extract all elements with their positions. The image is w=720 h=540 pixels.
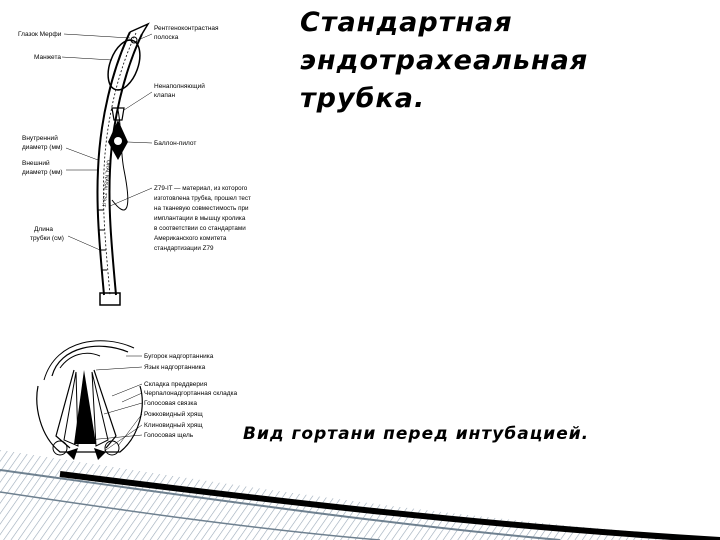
decorative-swoosh (0, 440, 720, 540)
label-length-1: Длина (34, 226, 54, 233)
label-outer-diameter-1: Внешний (22, 160, 50, 167)
label-inner-diameter-2: диаметр (мм) (22, 144, 63, 151)
label-valve-2: клапан (154, 92, 176, 99)
title-line-3: трубка. (300, 83, 426, 114)
label-z79-note-1: Z79-IT — материал, из которого (154, 185, 248, 192)
label-cuff: Манжета (34, 54, 61, 61)
slide-title (300, 4, 700, 118)
label-vocal-cord: Голосовая связка (144, 400, 198, 407)
label-murphy-eye: Глазок Мерфи (18, 31, 62, 38)
label-valve-1: Ненаполняющий (154, 83, 205, 90)
endotracheal-tube-figure (12, 10, 282, 310)
label-corniculate-cartilage: Рожковидный хрящ (144, 411, 203, 418)
label-pilot-balloon: Баллон-пилот (154, 140, 197, 147)
label-z79-note-6: Американского комитета (154, 235, 227, 242)
label-radiopaque-line-1: Рентгеноконтрастная (154, 25, 219, 32)
endotracheal-tube-diagram (12, 10, 282, 310)
label-aryepiglottic-fold: Черпалонадгортанная складка (144, 390, 238, 397)
label-z79-note-5: в соответствии со стандартами (154, 225, 246, 232)
label-glottis: Голосовая щель (144, 432, 194, 439)
label-z79-note-4: имплантации в мышцу кролика (154, 215, 246, 222)
label-radiopaque-line-2: полоска (154, 34, 179, 41)
tube-marking-text: ORAL NASAL Z79-IT (100, 159, 111, 208)
label-epiglottic-tubercle: Бугорок надгортанника (144, 353, 214, 360)
label-z79-note-3: на тканевую совместимость при (154, 205, 249, 212)
label-epiglottis: Язык надгортанника (144, 364, 206, 371)
label-outer-diameter-2: диаметр (мм) (22, 169, 63, 176)
label-vestibular-fold: Складка преддверия (144, 381, 208, 388)
label-z79-note-7: стандартизации Z79 (154, 245, 214, 252)
figure-caption: Вид гортани перед интубацией. (243, 424, 590, 444)
title-line-2: эндотрахеальная (300, 45, 589, 76)
label-length-2: трубки (см) (30, 235, 64, 242)
label-z79-note-2: изготовлена трубка, прошел тест (154, 195, 251, 202)
label-cuneiform-cartilage: Клиновидный хрящ (144, 422, 203, 429)
title-line-1: Стандартная (300, 7, 513, 38)
label-inner-diameter-1: Внутренний (22, 135, 58, 142)
